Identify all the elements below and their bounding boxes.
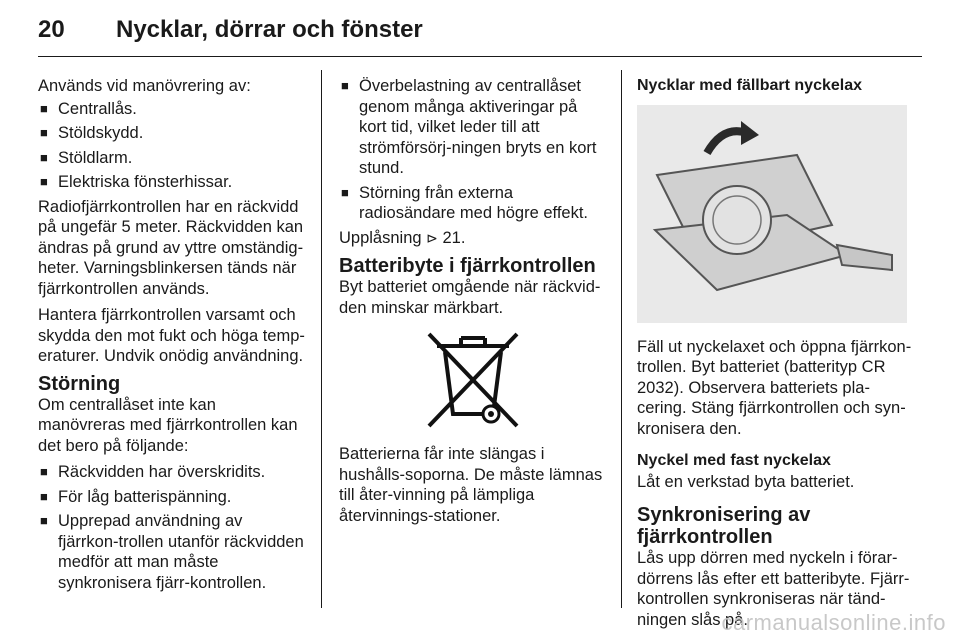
- list-item: ■ Stöldskydd.: [38, 123, 306, 144]
- column-1: [38, 76, 306, 597]
- folding-key-paragraph: Fäll ut nyckelaxet och öppna fjärrkon-trollen. Byt batteriet (batterityp CR 2032). Observera batteriets pla-cering. Stäng fjärrkontrollen och syn-kronisera den.: [637, 337, 912, 438]
- list-item: ■ Överbelastning av centrallåset genom många aktiveringar på kort tid, vilket leder till att strömförsörj-ningen bryts en kort stund.: [339, 76, 607, 179]
- reference-arrow-icon: ⊳: [426, 230, 438, 247]
- sync-paragraph: Lås upp dörren med nyckeln i förar-dörrens lås efter ett batteribyte. Fjärr-kontrollen synkroniseras när tänd-ningen slås på.: [637, 549, 910, 629]
- fault-list: [38, 462, 306, 593]
- section-heading-sync: Synkronisering av fjärrkontrollen: [637, 504, 811, 548]
- care-paragraph: Hantera fjärrkontrollen varsamt och skydda den mot fukt och höga temp-eraturer. Undvik onödig användning.: [38, 306, 305, 365]
- list-item: ■ Störning från externa radiosändare med högre effekt.: [339, 183, 607, 224]
- page-title: Nycklar, dörrar och fönster: [116, 16, 423, 43]
- list-item: ■ Räckvidden har överskridits.: [38, 462, 306, 483]
- remote-key-image: [637, 105, 907, 323]
- list-item: ■ För låg batterispänning.: [38, 487, 306, 508]
- page-number: 20: [38, 16, 65, 43]
- range-paragraph: Radiofjärrkontrollen har en räckvidd på ungefär 5 meter. Räckvidden kan ändras på grund av yttre omständig-heter. Varningsblinkersen tänds när fjärrkontrollen används.: [38, 197, 304, 298]
- section-heading-fault: Störning: [38, 372, 121, 395]
- subheading-fixed-key: Nyckel med fast nyckelax: [637, 452, 831, 469]
- key-battery-illustration: [637, 105, 907, 323]
- fault-intro: Om centrallåset inte kan manövreras med fjärrkontrollen kan det bero på följande:: [38, 395, 298, 455]
- list-item: ■ Stöldlarm.: [38, 148, 306, 169]
- fixed-key-paragraph: Låt en verkstad byta batteriet.: [637, 472, 855, 491]
- list-item: ■ Upprepad användning av fjärrkon-trollen utanför räckvidden medför att man måste synkronisera fjärr-kontrollen.: [38, 511, 306, 593]
- unlock-reference-page: 21.: [442, 228, 466, 247]
- uses-list: [38, 99, 306, 193]
- intro-text: Används vid manövrering av:: [38, 77, 251, 95]
- header-divider: [38, 56, 922, 57]
- crossed-out-bin-icon: [419, 326, 527, 434]
- disposal-symbol: [339, 326, 607, 434]
- unlock-reference-text: Upplåsning: [339, 228, 422, 247]
- column-3: [637, 76, 917, 636]
- watermark: carmanualsonline.info: [721, 610, 946, 635]
- unlock-reference[interactable]: [339, 228, 607, 250]
- list-item: ■ Centrallås.: [38, 99, 306, 120]
- column-divider-2: [621, 70, 622, 608]
- column-divider-1: [321, 70, 322, 608]
- section-heading-battery: Batteribyte i fjärrkontrollen: [339, 255, 596, 277]
- subheading-folding-key: Nycklar med fällbart nyckelax: [637, 77, 863, 94]
- fault-list-continued: [339, 76, 607, 224]
- list-item: ■ Elektriska fönsterhissar.: [38, 172, 306, 193]
- disposal-paragraph: Batterierna får inte slängas i hushålls-soporna. De måste lämnas till åter-vinning på lämpliga återvinnings-stationer.: [339, 445, 603, 525]
- column-2: [339, 76, 607, 532]
- page-header: [38, 14, 922, 50]
- battery-paragraph: Byt batteriet omgående när räckvid-den minskar märkbart.: [339, 278, 601, 317]
